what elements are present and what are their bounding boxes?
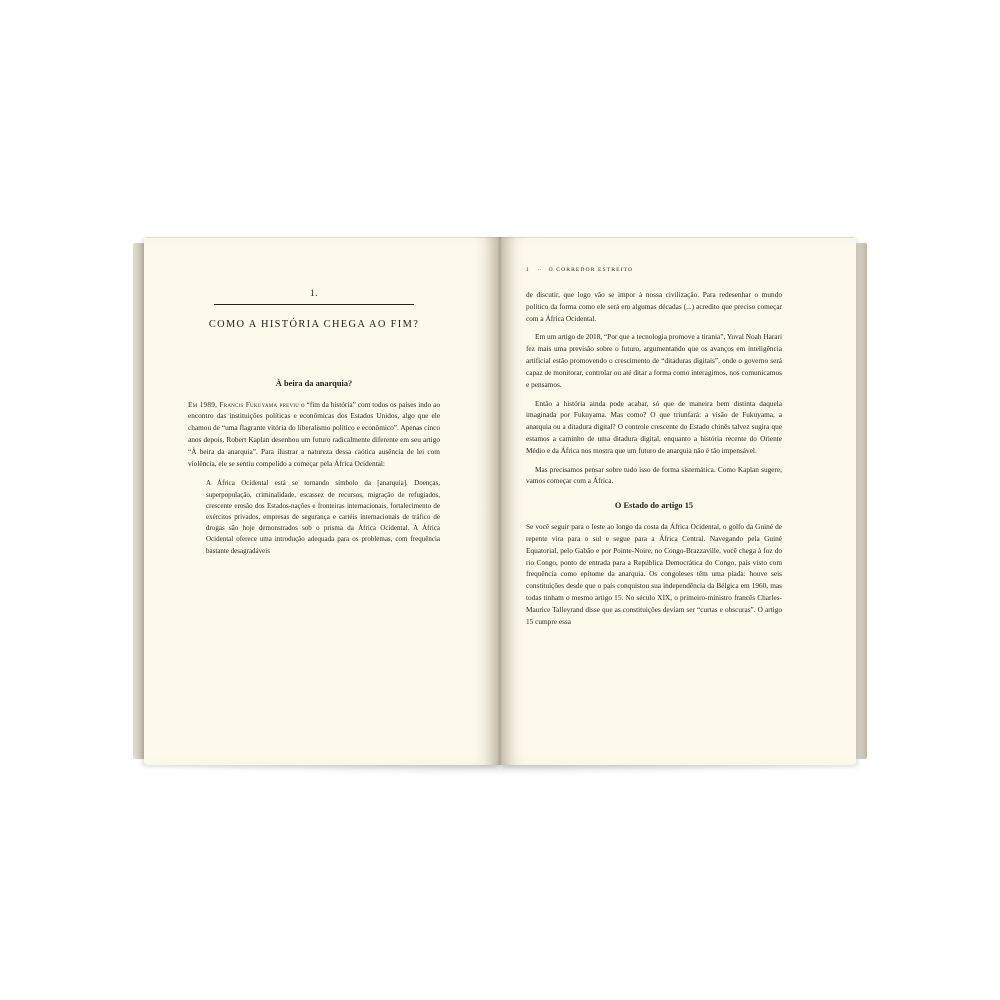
left-paragraph-1 [188, 399, 440, 470]
left-section-heading: À beira da anarquia? [275, 378, 353, 388]
running-head-page-number: 1 [526, 267, 530, 273]
book-page-right [500, 237, 856, 765]
open-book [144, 237, 856, 765]
page-curl-left [474, 237, 500, 765]
right-paragraph-1: de discutir, que logo vão se impor à nossa civilização. Para redesenhar o mundo político da forma como ele será em algumas décadas (...) acredito que preciso começar com a África Ocidental. [526, 290, 782, 323]
running-head-book-title: O CORREDOR ESTREITO [548, 267, 634, 273]
right-paragraph-4: Mas precisamos pensar sobre tudo isso de forma sistemática. Como Kaplan sugere, vamos começar com a África. [526, 464, 782, 486]
left-paragraph-1-rest: o “fim da história” com todos os países indo ao encontro das instituições políticas e econômicas dos Estados Unidos, algo que ele chamou de “uma flagrante vitória do liberalismo político e econômico”. Apenas cinco anos depois, Robert Kaplan desenhou um futuro radicalmente diferente em seu artigo “À beira da anarquia”. Para ilustrar a natureza dessa caótica ausência de lei com violência, ele se sentiu compelido a começar pela África Ocidental: [188, 399, 440, 468]
page-block-edge-right [855, 243, 867, 759]
page-curl-right [500, 237, 526, 765]
right-section-heading: O Estado do artigo 15 [614, 501, 694, 511]
right-page-text-column [526, 267, 782, 628]
right-paragraph-3: Então a história ainda pode acabar, só que de maneira bem distinta daquela imaginada por Fukuyama. Mas como? O que triunfará: a visão de Fukuyama, a anarquia ou a ditadura digital? O controle crescente do Estado chinês talvez sugira que estamos a caminho de uma ditadura digital, enquanto a história recente do Oriente Médio e da África nos mostra que um futuro de anarquia não é tão impensável. [526, 398, 782, 455]
opening-small-caps: Em 1989, Francis Fukuyama previu [188, 399, 300, 409]
book-page-left [144, 237, 500, 765]
running-head [526, 267, 782, 273]
chapter-number: 1. [309, 289, 319, 299]
chapter-rule [214, 304, 414, 305]
left-blockquote: A África Ocidental está se tornando símbolo da [anarquia]. Doenças, superpopulação, criminalidade, escassez de recursos, migração de refugiados, crescente erosão dos Estados-nações e fronteiras internacionais, fortalecimento de exércitos privados, empresas de segurança e cartéis internacionais de tráfico de drogas são hoje demonstrados sob o prisma da África Ocidental. A África Ocidental oferece uma introdução adequada para os problemas, com frequência bastante desagradáveis [206, 479, 440, 555]
running-head-separator: ·· [537, 267, 542, 273]
chapter-title: COMO A HISTÓRIA CHEGA AO FIM? [208, 319, 420, 330]
right-paragraph-5: Se você seguir para o leste ao longo da costa da África Ocidental, o golfo da Guiné de repente vira para o sul e segue para a África Central. Navegando pela Guiné Equatorial, pelo Gabão e por Pointe-Noire, no Congo-Brazzaville, você chega à foz do rio Congo, ponto de entrada para a República Democrática do Congo, país visto com frequência como epítome da anarquia. Os congoleses têm uma piada: houve seis constituições desde que o país conquistou sua independência da Bélgica em 1960, mas todas tinham o mesmo artigo 15. No século XIX, o primeiro-ministro francês Charles-Maurice Talleyrand disse que as constituições deviam ser “curtas e obscuras”. O artigo 15 cumpre essa [526, 522, 782, 626]
left-page-text-column [188, 289, 440, 557]
right-paragraph-2: Em um artigo de 2018, “Por que a tecnologia promove a tirania”, Yuval Noah Harari fez mais uma previsão sobre o futuro, argumentando que os avanços em inteligência artificial estão promovendo o crescimento de “ditaduras digitais”, onde o governo será capaz de monitorar, controlar ou até ditar a forma como interagimos, nos comunicamos e pensamos. [526, 332, 782, 389]
